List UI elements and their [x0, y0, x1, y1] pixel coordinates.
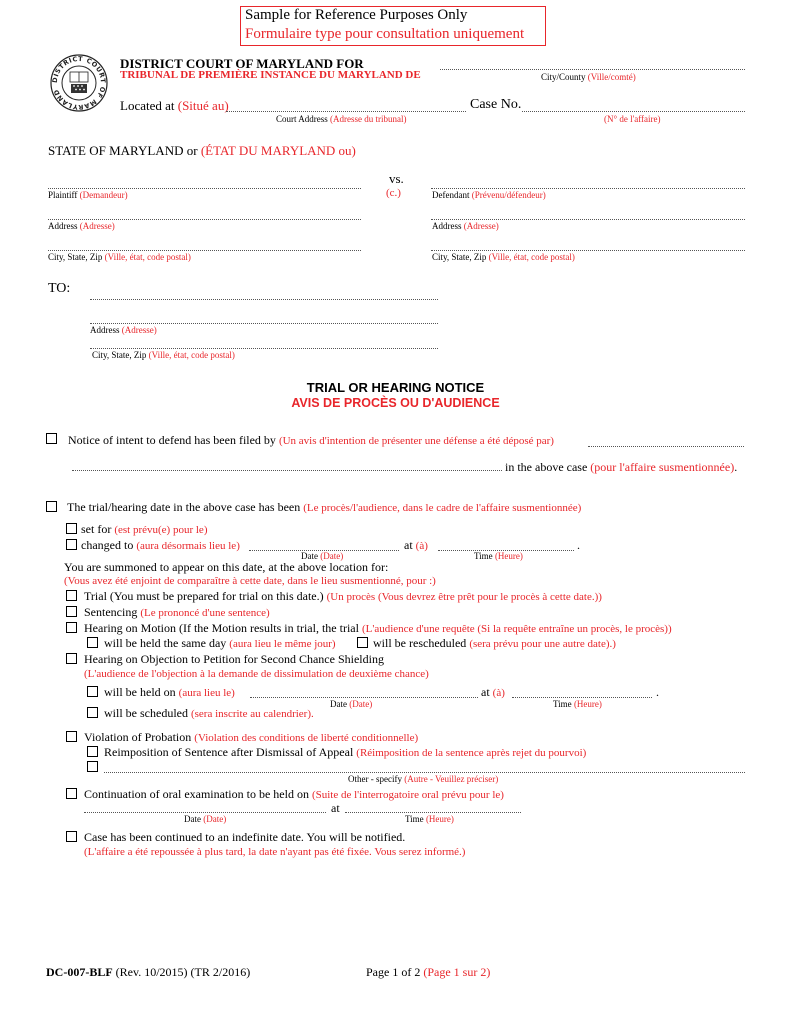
seal-text: DISTRICT COURT OF MARYLAND	[50, 54, 108, 112]
held-on-date-caption: Date (Date)	[330, 699, 373, 709]
other-checkbox[interactable]	[87, 761, 98, 772]
located-at-label: Located at (Situé au)	[120, 98, 229, 113]
continuation-label: Continuation of oral examination to be held on (Suite de l'interrogatoire oral prévu pour le)	[84, 787, 504, 801]
set-for-label: set for (est prévu(e) pour le)	[81, 522, 208, 536]
intent-label: Notice of intent to defend has been filed by (Un avis d'intention de présenter une défense a été déposé par)	[68, 433, 554, 447]
court-name-en: DISTRICT COURT OF MARYLAND FOR	[120, 56, 364, 71]
sample-text-fr: Formulaire type pour consultation uniquement	[245, 26, 525, 42]
objection-label-fr: (L'audience de l'objection à la demande de dissimulation de deuxième chance)	[84, 668, 429, 680]
court-address-field[interactable]	[226, 111, 466, 112]
changed-to-label: changed to (aura désormais lieu le)	[81, 538, 240, 552]
to-label: TO:	[48, 281, 71, 296]
city-county-label: City/County (Ville/comté)	[541, 72, 636, 82]
trial-time-caption: Time (Heure)	[474, 551, 523, 561]
court-address-label: Court Address (Adresse du tribunal)	[276, 114, 407, 124]
defendant-city-field[interactable]	[431, 250, 745, 251]
defendant-city-label: City, State, Zip (Ville, état, code postal)	[432, 252, 575, 262]
plaintiff-city-label: City, State, Zip (Ville, état, code postal)	[48, 252, 191, 262]
continuation-time-field[interactable]	[345, 812, 521, 813]
case-no-label: Case No.	[470, 97, 522, 112]
trial-option-label: Trial (You must be prepared for trial on this date.) (Un procès (Vous devrez être prêt pour le procès à cette date.))	[84, 589, 602, 603]
rescheduled-checkbox[interactable]	[357, 637, 368, 648]
held-on-time-field[interactable]	[512, 697, 652, 698]
trial-period: .	[577, 538, 580, 552]
other-specify-field[interactable]	[104, 772, 745, 773]
form-id: DC-007-BLF (Rev. 10/2015) (TR 2/2016)	[46, 965, 251, 979]
held-on-period: .	[656, 685, 659, 699]
to-name-field[interactable]	[90, 299, 438, 300]
held-on-label: will be held on (aura lieu le)	[104, 685, 235, 699]
indefinite-label-en: Case has been continued to an indefinite date. You will be notified.	[84, 830, 406, 844]
court-seal-icon	[50, 52, 108, 114]
summoned-fr: (Vous avez été enjoint de comparaître à cette date, dans le lieu susmentionné, pour :)	[64, 575, 436, 587]
defendant-label: Defendant (Prévenu/défendeur)	[432, 190, 546, 200]
trial-option-checkbox[interactable]	[66, 590, 77, 601]
to-address-field[interactable]	[90, 323, 438, 324]
sentencing-label: Sentencing (Le prononcé d'une sentence)	[84, 605, 270, 619]
notice-title-fr: AVIS DE PROCÈS OU D'AUDIENCE	[291, 396, 500, 410]
plaintiff-address-field[interactable]	[48, 219, 361, 220]
plaintiff-field[interactable]	[48, 188, 361, 189]
plaintiff-label: Plaintiff (Demandeur)	[48, 190, 128, 200]
trial-date-checkbox[interactable]	[46, 501, 57, 512]
defendant-address-field[interactable]	[431, 219, 745, 220]
held-on-checkbox[interactable]	[87, 686, 98, 697]
to-city-label: City, State, Zip (Ville, état, code postal)	[92, 350, 235, 360]
continuation-date-caption: Date (Date)	[184, 814, 227, 824]
case-no-label-fr: (N° de l'affaire)	[604, 114, 661, 124]
objection-label-en: Hearing on Objection to Petition for Second Chance Shielding	[84, 652, 384, 666]
reimposition-label: Reimposition of Sentence after Dismissal of Appeal (Réimposition de la sentence après rejet du pourvoi)	[104, 745, 587, 759]
state-label: STATE OF MARYLAND or (ÉTAT DU MARYLAND ou)	[48, 143, 356, 158]
motion-checkbox[interactable]	[66, 622, 77, 633]
held-on-at-label: at (à)	[481, 685, 505, 699]
trial-at-label: at (à)	[404, 538, 428, 552]
summoned-en: You are summoned to appear on this date, at the above location for:	[64, 560, 389, 574]
same-day-label: will be held the same day (aura lieu le même jour)	[104, 636, 336, 650]
intent-checkbox[interactable]	[46, 433, 57, 444]
motion-label: Hearing on Motion (If the Motion results in trial, the trial (L'audience d'une requête (Si la requête entraîne un procès, le procès))	[84, 621, 672, 635]
sentencing-checkbox[interactable]	[66, 606, 77, 617]
case-no-field[interactable]	[522, 111, 745, 112]
reimposition-checkbox[interactable]	[87, 746, 98, 757]
intent-case-label: in the above case (pour l'affaire susmentionnée).	[505, 460, 738, 474]
rescheduled-label: will be rescheduled (sera prévu pour une autre date).)	[373, 636, 616, 650]
continuation-time-caption: Time (Heure)	[405, 814, 454, 824]
intent-filer-field[interactable]	[588, 446, 744, 447]
scheduled-label: will be scheduled (sera inscrite au calendrier).	[104, 706, 314, 720]
set-for-checkbox[interactable]	[66, 523, 77, 534]
city-county-field[interactable]	[440, 69, 745, 70]
to-address-label: Address (Adresse)	[90, 325, 157, 335]
sample-text-en: Sample for Reference Purposes Only	[245, 7, 468, 23]
court-name-fr: TRIBUNAL DE PREMIÈRE INSTANCE DU MARYLAND DE	[120, 69, 421, 81]
objection-checkbox[interactable]	[66, 653, 77, 664]
trial-date-caption: Date (Date)	[301, 551, 344, 561]
scheduled-checkbox[interactable]	[87, 707, 98, 718]
to-city-field[interactable]	[90, 348, 438, 349]
same-day-checkbox[interactable]	[87, 637, 98, 648]
defendant-address-label: Address (Adresse)	[432, 221, 499, 231]
plaintiff-address-label: Address (Adresse)	[48, 221, 115, 231]
held-on-time-caption: Time (Heure)	[553, 699, 602, 709]
continuation-date-field[interactable]	[84, 812, 326, 813]
defendant-field[interactable]	[431, 188, 745, 189]
intent-filer-field-2[interactable]	[72, 470, 502, 471]
page-number: Page 1 of 2 (Page 1 sur 2)	[366, 965, 491, 979]
plaintiff-city-field[interactable]	[48, 250, 361, 251]
indefinite-checkbox[interactable]	[66, 831, 77, 842]
trial-date-label: The trial/hearing date in the above case has been (Le procès/l'audience, dans le cadre de l'affaire susmentionnée)	[67, 500, 582, 514]
other-specify-label: Other - specify (Autre - Veuillez préciser)	[348, 774, 499, 784]
probation-label: Violation of Probation (Violation des conditions de liberté conditionnelle)	[84, 730, 419, 744]
vs-label-fr: (c.)	[386, 187, 401, 199]
changed-to-checkbox[interactable]	[66, 539, 77, 550]
notice-title-en: TRIAL OR HEARING NOTICE	[306, 380, 485, 395]
vs-label: vs.	[389, 171, 404, 186]
probation-checkbox[interactable]	[66, 731, 77, 742]
continuation-at-label: at	[331, 801, 340, 815]
continuation-checkbox[interactable]	[66, 788, 77, 799]
held-on-date-field[interactable]	[250, 697, 478, 698]
indefinite-label-fr: (L'affaire a été repoussée à plus tard, la date n'ayant pas été fixée. Vous serez informé.)	[84, 846, 466, 858]
